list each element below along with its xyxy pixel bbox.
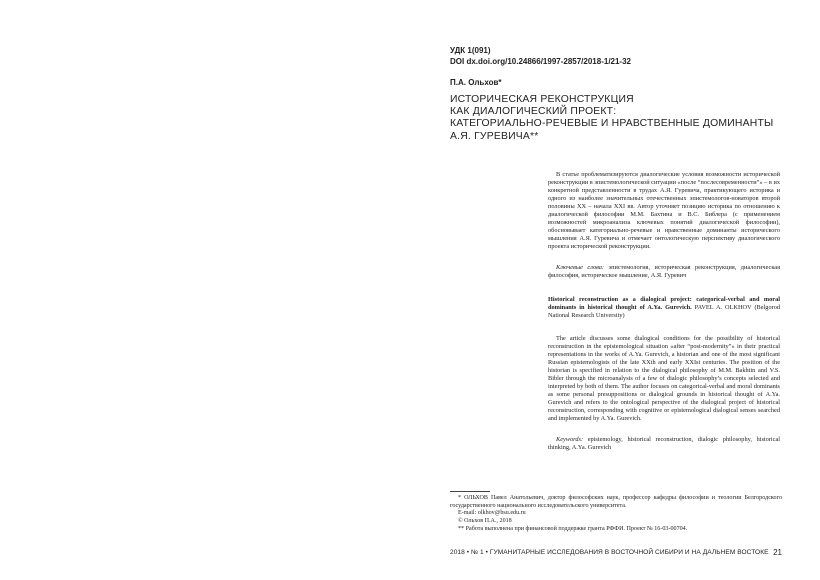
english-title: Historical reconstruction as a dialogical project: categorical-verbal and moral dominants in historical thought of A.Ya. Gurevich. xyxy=(548,296,780,312)
title-line: А.Я. ГУРЕВИЧА** xyxy=(450,130,539,142)
footnotes xyxy=(450,495,782,534)
keywords-ru-label: Ключевые слова: xyxy=(556,264,605,271)
keywords-en-label: Keywords: xyxy=(556,436,584,443)
author-name: П.А. Ольхов* xyxy=(450,78,502,87)
keywords-russian xyxy=(548,264,780,280)
footnote-author: * ОЛЬХОВ Павел Анатольевич, доктор философских наук, профессор кафедры философии и теологии Белгородского государственного национального исследовательского университета. xyxy=(450,495,782,509)
english-title-block xyxy=(548,296,780,320)
udc-code: УДК 1(091) xyxy=(450,46,491,55)
abstract-russian xyxy=(548,171,780,251)
article-title xyxy=(450,94,780,143)
abstract-ru-text: В статье проблематизируются диалогические условия возможности исторической реконструкции в эпистемологической ситуации «после “послесовременности”» – в их конкретной представленности в трудах А.Я. Гуревича, практикующего историка и одного из наиболее значительных отечественных эпистемологов-новаторов второй половины XX – начала XXI вв. Автор уточняет позицию историка по отношению к диалогической философии М.М. Бахтина и В.С. Библера (с применением возможностей микроанализа ключевых понятий диалогической философии), обосновывает категориально-речевые и нравственные доминанты исторического мышления А.Я. Гуревича и отмечает онтологическую перспективу диалогического проекта исторической реконструкции. xyxy=(548,171,780,251)
keywords-ru-text: эпистемология, историческая реконструкция, диалогическая философия, историческое мышление, А.Я. Гуревич xyxy=(548,264,780,280)
footnote-copyright: © Ольхов П.А., 2018 xyxy=(458,518,512,525)
abstract-english xyxy=(548,335,780,424)
footnote-email[interactable]: E-mail: olkhov@bsu.edu.ru xyxy=(458,510,526,517)
title-line: КАТЕГОРИАЛЬНО-РЕЧЕВЫЕ И НРАВСТВЕННЫЕ ДОМИНАНТЫ xyxy=(450,118,774,130)
title-line: ИСТОРИЧЕСКАЯ РЕКОНСТРУКЦИЯ xyxy=(450,94,634,105)
abstract-en-text: The article discusses some dialogical conditions for the possibility of historical reconstruction in the epistemological situation «after “post-modernity”» in their practical representations in the works of A.Ya. Gurevich, a historian and one of the most significant Russian epistemologists of the late XXth and early XXIst centuries. The position of the historian is specified in relation to the dialogical philosophy of M.M. Bakhtin and V.S. Bibler through the microanalysis of a few of dialogic philosophy’s concepts selected and interpreted by both of them. The author focuses on categorical-verbal and moral dominants as some personal presuppositions or dialogical grounds in historical thought of A.Ya. Gurevich and refers to the ontological perspective of the dialogical project of historical reconstruction, corresponding with cognitive or epistemological dialogical senses searched and implemented by A.Ya. Gurevich. xyxy=(548,335,780,423)
title-line: КАК ДИАЛОГИЧЕСКИЙ ПРОЕКТ: xyxy=(450,106,617,118)
english-author: PAVEL A. OLKHOV (Belgorod National Research University) xyxy=(548,304,780,320)
footnote-divider xyxy=(450,491,490,492)
journal-name: 2018 • № 1 • ГУМАНИТАРНЫЕ ИССЛЕДОВАНИЯ В ВОСТОЧНОЙ СИБИРИ И НА ДАЛЬНЕМ ВОСТОКЕ xyxy=(450,549,769,556)
keywords-english xyxy=(548,436,780,452)
doi-link[interactable]: DOI dx.doi.org/10.24866/1997-2857/2018-1/21-32 xyxy=(450,57,631,66)
keywords-en-text: epistemology, historical reconstruction, dialogic philosophy, historical thinking, A.Ya. Gurevich xyxy=(548,436,780,452)
page-number: 21 xyxy=(773,548,782,557)
footnote-grant: ** Работа выполнена при финансовой поддержке гранта РФФИ. Проект № 16-03-00704. xyxy=(458,525,688,532)
